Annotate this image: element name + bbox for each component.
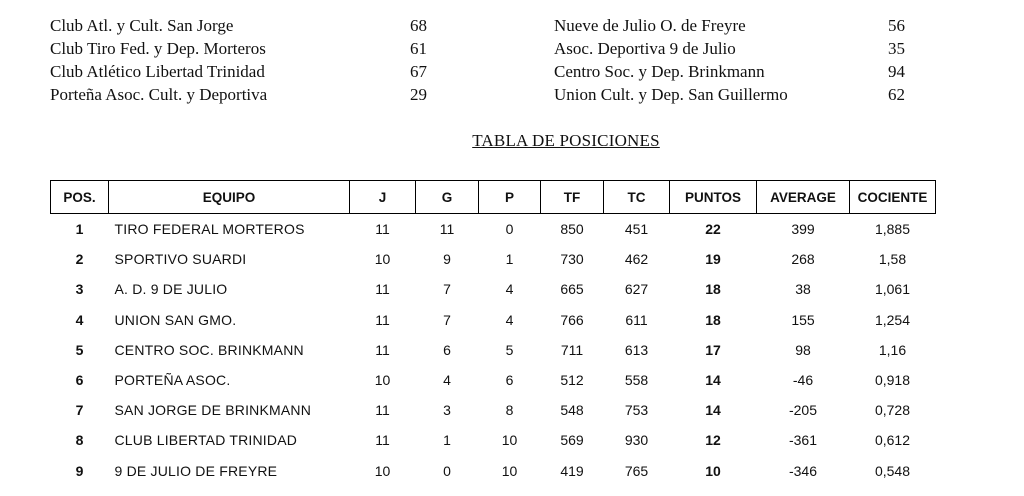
- cell-pos: 1: [75, 221, 84, 238]
- result-score: 29: [410, 85, 427, 104]
- result-team: Centro Soc. y Dep. Brinkmann: [554, 62, 765, 81]
- cell-points-against: 558: [624, 372, 649, 389]
- cell-points-for: 766: [560, 311, 584, 328]
- header-team: EQUIPO: [109, 181, 350, 214]
- cell-average: -205: [788, 402, 818, 419]
- cell-won: 1: [443, 432, 451, 449]
- cell-coefficient: 1,16: [878, 341, 907, 358]
- cell-lost: 8: [505, 402, 514, 419]
- cell-average: -361: [788, 432, 818, 449]
- cell-points-against: 462: [624, 251, 649, 268]
- result-team: Club Atl. y Cult. San Jorge: [50, 16, 234, 35]
- cell-pos: 7: [75, 402, 84, 419]
- cell-pos: 6: [75, 372, 84, 389]
- result-team: Nueve de Julio O. de Freyre: [554, 16, 746, 35]
- cell-average: -46: [792, 372, 814, 389]
- cell-team: PORTEÑA ASOC.: [114, 372, 231, 389]
- cell-won: 4: [443, 372, 451, 389]
- cell-points-against: 753: [624, 402, 649, 419]
- cell-coefficient: 1,254: [874, 311, 911, 328]
- table-row: [51, 395, 936, 425]
- cell-points-for: 512: [560, 372, 584, 389]
- cell-played: 11: [375, 281, 390, 298]
- cell-points-for: 548: [560, 402, 584, 419]
- cell-coefficient: 0,548: [874, 462, 911, 479]
- cell-points-for: 850: [560, 221, 584, 238]
- cell-played: 10: [374, 462, 391, 479]
- cell-played: 11: [375, 311, 390, 328]
- cell-points-for: 569: [560, 432, 584, 449]
- cell-team: CLUB LIBERTAD TRINIDAD: [114, 432, 298, 449]
- cell-points-against: 613: [624, 341, 649, 358]
- cell-team: CENTRO SOC. BRINKMANN: [114, 341, 304, 358]
- result-team: Club Tiro Fed. y Dep. Morteros: [50, 39, 266, 58]
- result-team: Union Cult. y Dep. San Guillermo: [554, 85, 788, 104]
- cell-team: TIRO FEDERAL MORTEROS: [114, 221, 305, 238]
- table-row: [51, 214, 936, 245]
- cell-team: SAN JORGE DE BRINKMANN: [114, 402, 312, 419]
- cell-points: 19: [705, 251, 721, 268]
- cell-lost: 4: [505, 311, 514, 328]
- cell-lost: 4: [505, 281, 514, 298]
- cell-coefficient: 1,58: [878, 251, 907, 268]
- standings-table: [50, 180, 936, 486]
- cell-lost: 1: [505, 251, 514, 268]
- cell-won: 11: [439, 221, 455, 238]
- cell-pos: 2: [75, 251, 84, 268]
- cell-won: 9: [443, 251, 451, 268]
- cell-points-for: 711: [560, 341, 584, 358]
- cell-won: 7: [443, 311, 451, 328]
- cell-lost: 10: [501, 432, 518, 449]
- result-score: 67: [410, 62, 427, 81]
- cell-played: 11: [375, 432, 390, 449]
- cell-average: 155: [791, 311, 815, 328]
- cell-played: 11: [375, 341, 390, 358]
- cell-points-against: 451: [624, 221, 649, 238]
- header-lost: P: [479, 181, 541, 214]
- result-score: 62: [888, 85, 905, 104]
- cell-points-against: 627: [624, 281, 649, 298]
- result-score: 94: [888, 62, 905, 81]
- cell-points-for: 730: [560, 251, 584, 268]
- cell-pos: 9: [75, 462, 84, 479]
- cell-played: 11: [375, 402, 390, 419]
- cell-lost: 10: [501, 462, 518, 479]
- cell-coefficient: 1,885: [874, 221, 911, 238]
- cell-pos: 4: [75, 311, 84, 328]
- cell-won: 0: [443, 462, 451, 479]
- cell-points-against: 611: [625, 311, 648, 328]
- cell-points: 18: [705, 281, 721, 298]
- cell-average: -346: [788, 462, 818, 479]
- cell-lost: 6: [505, 372, 514, 389]
- cell-coefficient: 0,918: [874, 372, 911, 389]
- result-team: Porteña Asoc. Cult. y Deportiva: [50, 85, 268, 104]
- cell-average: 399: [791, 221, 815, 238]
- cell-team: UNION SAN GMO.: [114, 311, 237, 328]
- table-row: [51, 335, 936, 365]
- cell-pos: 8: [75, 432, 84, 449]
- table-row: [51, 244, 936, 274]
- header-points-against: TC: [604, 181, 670, 214]
- cell-won: 6: [443, 341, 451, 358]
- cell-points-for: 665: [560, 281, 584, 298]
- cell-points: 14: [705, 402, 721, 419]
- cell-points: 14: [705, 372, 721, 389]
- cell-coefficient: 1,061: [874, 281, 911, 298]
- cell-points-for: 419: [560, 462, 584, 479]
- cell-points: 12: [705, 432, 721, 449]
- result-score: 56: [888, 16, 905, 35]
- table-row: [51, 456, 936, 486]
- standings-header-row: [51, 181, 936, 214]
- cell-points-against: 765: [624, 462, 649, 479]
- header-pos: POS.: [51, 181, 109, 214]
- cell-average: 38: [795, 281, 811, 298]
- cell-played: 11: [375, 221, 390, 238]
- cell-points: 18: [705, 311, 721, 328]
- header-average: AVERAGE: [757, 181, 850, 214]
- result-score: 68: [410, 16, 427, 35]
- cell-coefficient: 0,728: [874, 402, 911, 419]
- cell-points: 17: [705, 341, 721, 358]
- result-team: Asoc. Deportiva 9 de Julio: [554, 39, 736, 58]
- cell-won: 7: [443, 281, 451, 298]
- result-score: 35: [888, 39, 905, 58]
- cell-team: 9 DE JULIO DE FREYRE: [114, 462, 278, 479]
- cell-played: 10: [374, 251, 391, 268]
- standings-title: TABLA DE POSICIONES: [472, 131, 660, 150]
- header-points-for: TF: [541, 181, 604, 214]
- result-score: 61: [410, 39, 427, 58]
- header-played: J: [350, 181, 416, 214]
- table-row: [51, 365, 936, 395]
- header-coefficient: COCIENTE: [850, 181, 936, 214]
- cell-average: 98: [795, 341, 811, 358]
- cell-points-against: 930: [624, 432, 649, 449]
- cell-points: 10: [705, 462, 721, 479]
- cell-team: SPORTIVO SUARDI: [114, 251, 247, 268]
- table-row: [51, 274, 936, 304]
- cell-coefficient: 0,612: [874, 432, 911, 449]
- cell-won: 3: [443, 402, 451, 419]
- result-team: Club Atlético Libertad Trinidad: [50, 62, 265, 81]
- header-won: G: [416, 181, 479, 214]
- cell-pos: 3: [75, 281, 84, 298]
- cell-pos: 5: [75, 341, 84, 358]
- table-row: [51, 425, 936, 455]
- header-points: PUNTOS: [670, 181, 757, 214]
- cell-played: 10: [374, 372, 391, 389]
- cell-lost: 0: [505, 221, 514, 238]
- cell-team: A. D. 9 DE JULIO: [114, 281, 228, 298]
- cell-lost: 5: [505, 341, 514, 358]
- table-row: [51, 305, 936, 335]
- cell-points: 22: [705, 221, 721, 238]
- cell-average: 268: [791, 251, 815, 268]
